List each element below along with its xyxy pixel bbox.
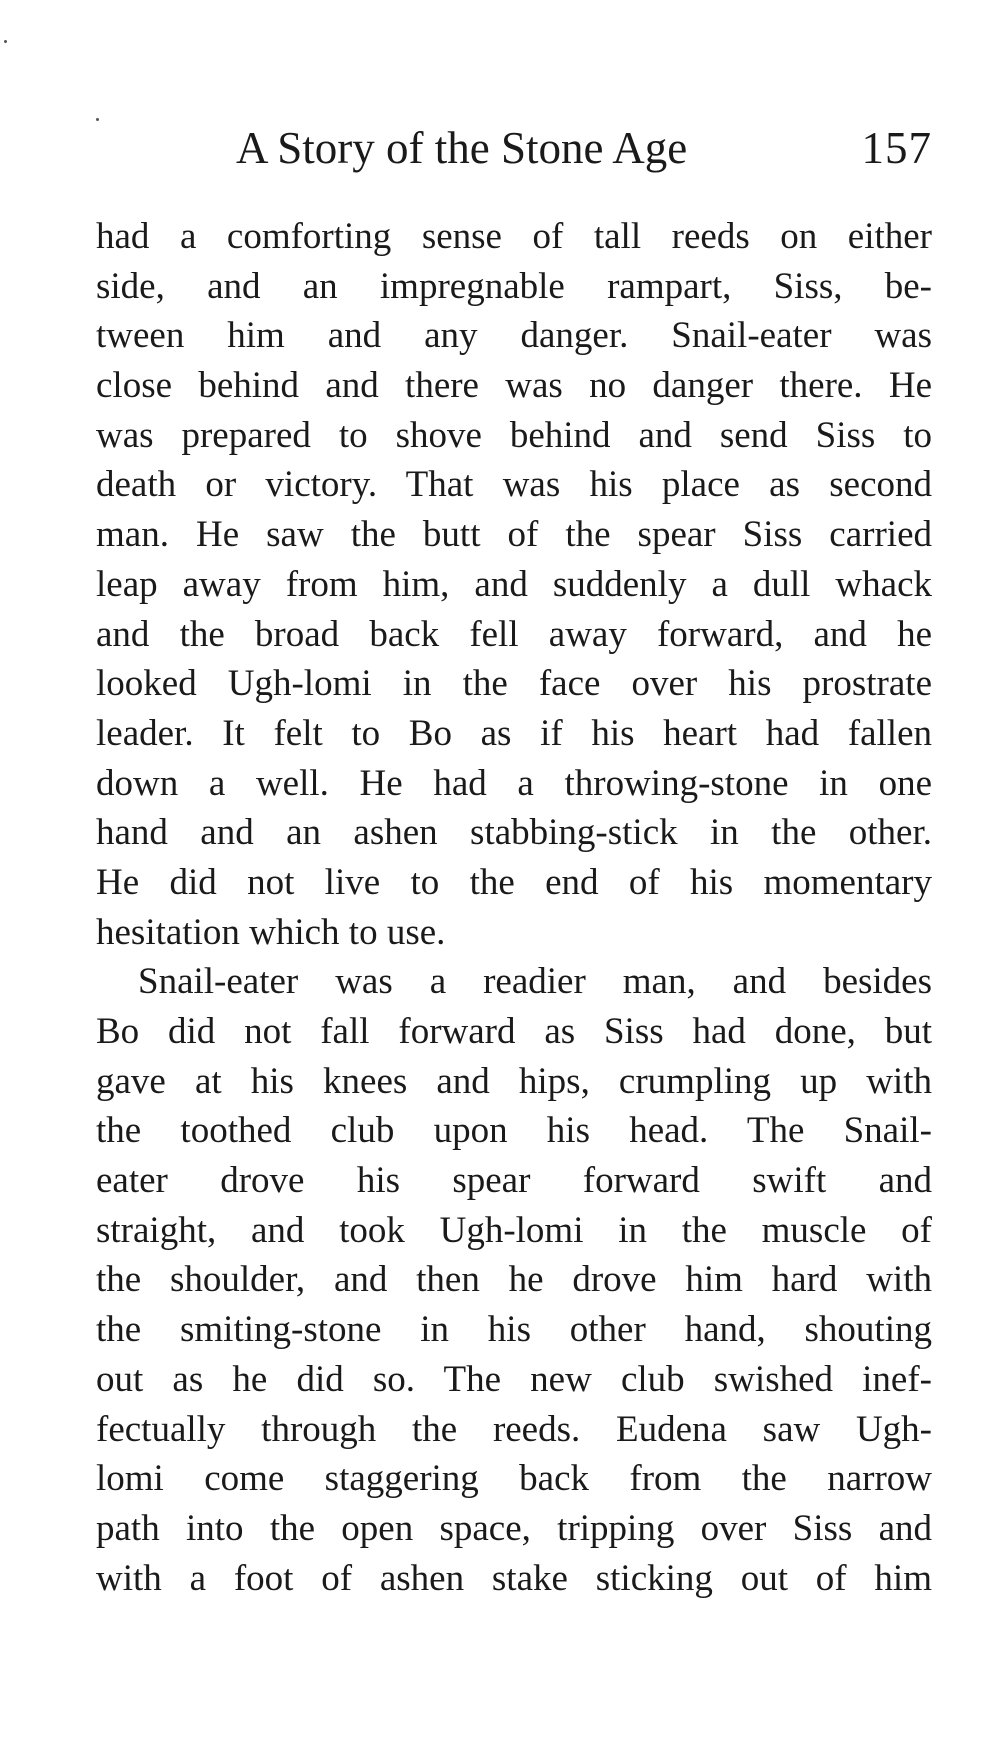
text-line: with a foot of ashen stake sticking out of him [96, 1557, 932, 1599]
text-line: path into the open space, tripping over Siss and [96, 1507, 932, 1549]
text-line: had a comforting sense of tall reeds on either [96, 216, 932, 257]
paragraph-1 [96, 212, 932, 957]
text-line: close behind and there was no danger there. He [96, 365, 932, 407]
scan-speck [4, 40, 7, 43]
text-line: hesitation which to use. [96, 911, 446, 953]
text-line: fectually through the reeds. Eudena saw Ugh- [96, 1408, 932, 1450]
running-title: A Story of the Stone Age [236, 123, 688, 173]
text-line: the shoulder, and then he drove him hard with [96, 1259, 932, 1301]
text-line: and the broad back fell away forward, and he [96, 613, 932, 655]
text-line: gave at his knees and hips, crumpling up with [96, 1060, 932, 1102]
text-line: out as he did so. The new club swished inef- [96, 1358, 932, 1400]
text-line: leader. It felt to Bo as if his heart had fallen [96, 712, 932, 754]
text-line: down a well. He had a throwing-stone in one [96, 762, 932, 804]
running-head [236, 118, 932, 178]
scan-speck [96, 118, 99, 121]
text-line: side, and an impregnable rampart, Siss, be- [96, 265, 932, 307]
text-line: death or victory. That was his place as second [96, 464, 932, 506]
text-line: Bo did not fall forward as Siss had done, but [96, 1011, 932, 1052]
text-line: straight, and took Ugh-lomi in the muscle of [96, 1209, 932, 1251]
page-number: 157 [861, 123, 932, 173]
text-line: eater drove his spear forward swift and [96, 1160, 932, 1202]
text-line: the smiting-stone in his other hand, shouting [96, 1309, 932, 1351]
text-line: looked Ugh-lomi in the face over his prostrate [96, 663, 932, 705]
text-line: the toothed club upon his head. The Snail- [96, 1110, 932, 1152]
text-line: hand and an ashen stabbing-stick in the other. [96, 812, 932, 854]
text-line: leap away from him, and suddenly a dull whack [96, 563, 932, 605]
text-line: tween him and any danger. Snail-eater was [96, 315, 932, 357]
text-line: lomi come staggering back from the narrow [96, 1458, 932, 1500]
text-line: He did not live to the end of his momentary [96, 861, 932, 903]
paragraph-2 [96, 957, 932, 1603]
text-line: man. He saw the butt of the spear Siss carried [96, 514, 932, 556]
body-text [96, 212, 932, 1603]
text-line: Snail-eater was a readier man, and besides [138, 961, 932, 1003]
text-line: was prepared to shove behind and send Siss to [96, 414, 932, 456]
